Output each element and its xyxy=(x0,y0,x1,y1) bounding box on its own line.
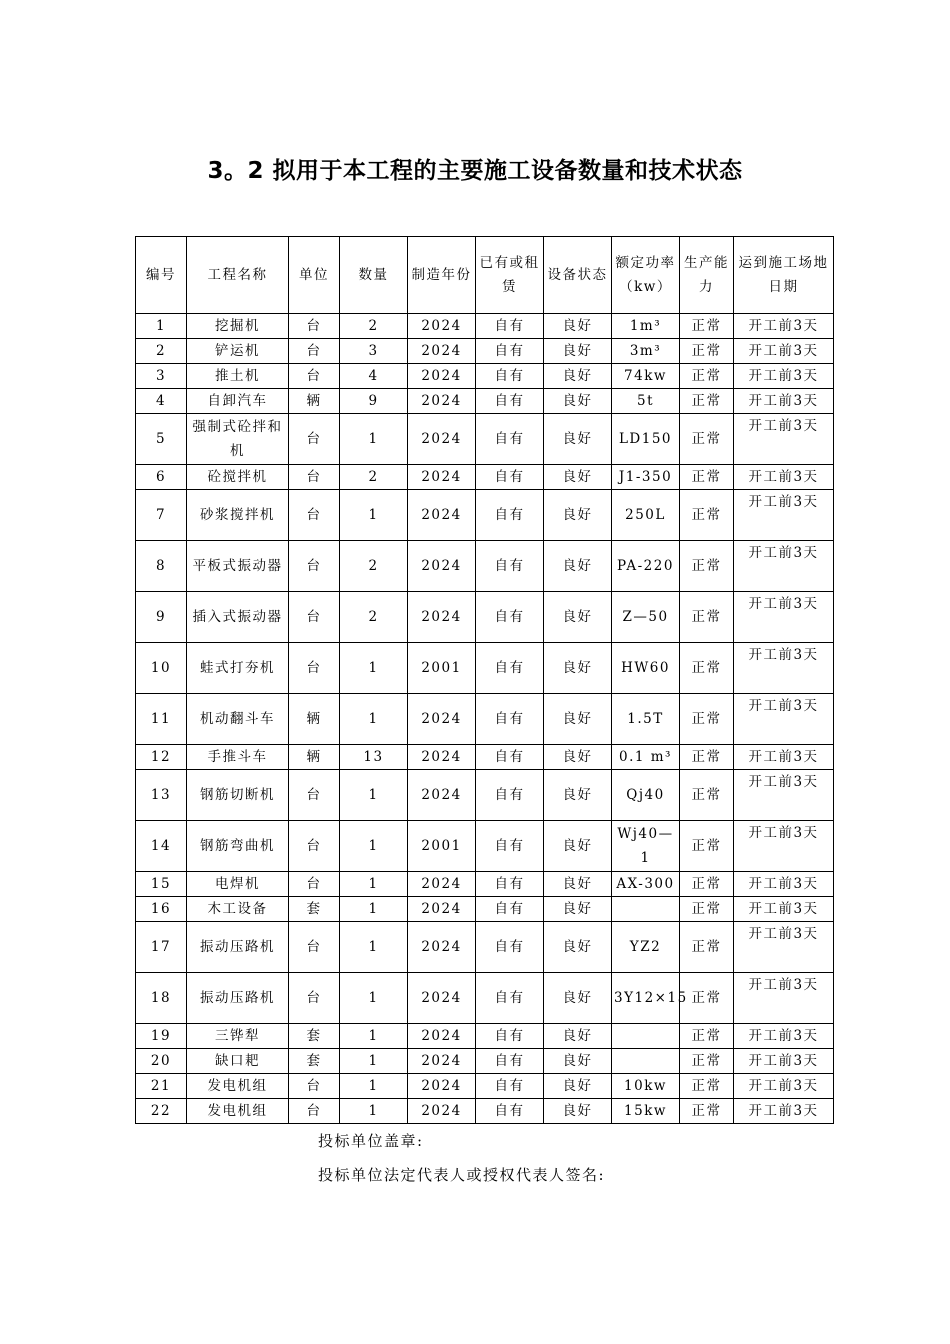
cell-power: 250L xyxy=(612,490,680,541)
header-row xyxy=(136,237,834,314)
cell-year: 2001 xyxy=(408,643,476,694)
cell-power: PA-220 xyxy=(612,541,680,592)
table-row xyxy=(136,592,834,643)
cell-owned: 自有 xyxy=(476,314,544,339)
cell-power: Wj40—1 xyxy=(612,821,680,872)
cell-no: 3 xyxy=(136,364,187,389)
cell-qty: 1 xyxy=(340,872,408,897)
cell-arrive: 开工前3天 xyxy=(734,364,834,389)
cell-no: 22 xyxy=(136,1099,187,1124)
cell-power: HW60 xyxy=(612,643,680,694)
header-power: 额定功率（kw） xyxy=(612,237,680,314)
cell-status: 良好 xyxy=(544,872,612,897)
page-title: 3。2 拟用于本工程的主要施工设备数量和技术状态 xyxy=(207,158,743,184)
cell-power: Z—50 xyxy=(612,592,680,643)
cell-year: 2024 xyxy=(408,1074,476,1099)
table-row xyxy=(136,922,834,973)
table-row xyxy=(136,339,834,364)
cell-qty: 1 xyxy=(340,490,408,541)
cell-owned: 自有 xyxy=(476,922,544,973)
cell-owned: 自有 xyxy=(476,364,544,389)
cell-qty: 3 xyxy=(340,339,408,364)
table-row xyxy=(136,973,834,1024)
table-row xyxy=(136,897,834,922)
cell-capacity: 正常 xyxy=(680,897,734,922)
cell-year: 2024 xyxy=(408,1049,476,1074)
cell-year: 2024 xyxy=(408,745,476,770)
cell-status: 良好 xyxy=(544,541,612,592)
cell-name: 强制式砼拌和机 xyxy=(187,414,289,465)
cell-power: 15kw xyxy=(612,1099,680,1124)
header-qty: 数量 xyxy=(340,237,408,314)
cell-year: 2024 xyxy=(408,465,476,490)
cell-capacity: 正常 xyxy=(680,821,734,872)
cell-name: 发电机组 xyxy=(187,1099,289,1124)
equipment-table xyxy=(135,236,834,1124)
cell-qty: 13 xyxy=(340,745,408,770)
cell-year: 2024 xyxy=(408,339,476,364)
cell-unit: 台 xyxy=(289,414,340,465)
cell-capacity: 正常 xyxy=(680,694,734,745)
table-row xyxy=(136,1074,834,1099)
cell-capacity: 正常 xyxy=(680,541,734,592)
cell-arrive: 开工前3天 xyxy=(734,1024,834,1049)
cell-status: 良好 xyxy=(544,694,612,745)
cell-no: 9 xyxy=(136,592,187,643)
header-capacity: 生产能力 xyxy=(680,237,734,314)
cell-arrive: 开工前3天 xyxy=(734,1099,834,1124)
cell-year: 2024 xyxy=(408,592,476,643)
cell-owned: 自有 xyxy=(476,541,544,592)
cell-name: 手推斗车 xyxy=(187,745,289,770)
signature-label: 投标单位法定代表人或授权代表人签名: xyxy=(318,1166,606,1184)
table-row xyxy=(136,364,834,389)
cell-status: 良好 xyxy=(544,465,612,490)
cell-power: YZ2 xyxy=(612,922,680,973)
cell-unit: 台 xyxy=(289,592,340,643)
cell-qty: 1 xyxy=(340,922,408,973)
cell-capacity: 正常 xyxy=(680,1024,734,1049)
cell-owned: 自有 xyxy=(476,339,544,364)
table-row xyxy=(136,1099,834,1124)
cell-arrive: 开工前3天 xyxy=(734,541,834,592)
table-row xyxy=(136,745,834,770)
cell-status: 良好 xyxy=(544,414,612,465)
cell-name: 振动压路机 xyxy=(187,973,289,1024)
cell-capacity: 正常 xyxy=(680,922,734,973)
cell-year: 2024 xyxy=(408,364,476,389)
cell-status: 良好 xyxy=(544,339,612,364)
cell-arrive: 开工前3天 xyxy=(734,694,834,745)
cell-owned: 自有 xyxy=(476,1024,544,1049)
table-row xyxy=(136,490,834,541)
cell-unit: 套 xyxy=(289,1049,340,1074)
cell-qty: 1 xyxy=(340,897,408,922)
cell-power: LD150 xyxy=(612,414,680,465)
cell-arrive: 开工前3天 xyxy=(734,1049,834,1074)
table-row xyxy=(136,389,834,414)
cell-year: 2024 xyxy=(408,541,476,592)
cell-status: 良好 xyxy=(544,364,612,389)
cell-name: 平板式振动器 xyxy=(187,541,289,592)
cell-capacity: 正常 xyxy=(680,465,734,490)
cell-capacity: 正常 xyxy=(680,1074,734,1099)
cell-qty: 2 xyxy=(340,592,408,643)
cell-name: 钢筋弯曲机 xyxy=(187,821,289,872)
table-body xyxy=(136,314,834,1124)
cell-name: 蛙式打夯机 xyxy=(187,643,289,694)
cell-capacity: 正常 xyxy=(680,592,734,643)
cell-unit: 台 xyxy=(289,339,340,364)
table-row xyxy=(136,694,834,745)
cell-power: 10kw xyxy=(612,1074,680,1099)
table-row xyxy=(136,465,834,490)
cell-qty: 1 xyxy=(340,1099,408,1124)
cell-capacity: 正常 xyxy=(680,364,734,389)
cell-unit: 台 xyxy=(289,872,340,897)
cell-unit: 台 xyxy=(289,465,340,490)
cell-status: 良好 xyxy=(544,922,612,973)
cell-no: 14 xyxy=(136,821,187,872)
cell-unit: 台 xyxy=(289,1074,340,1099)
cell-no: 8 xyxy=(136,541,187,592)
header-status: 设备状态 xyxy=(544,237,612,314)
cell-qty: 2 xyxy=(340,314,408,339)
cell-unit: 台 xyxy=(289,490,340,541)
cell-year: 2024 xyxy=(408,973,476,1024)
cell-status: 良好 xyxy=(544,1099,612,1124)
cell-status: 良好 xyxy=(544,1049,612,1074)
cell-qty: 9 xyxy=(340,389,408,414)
cell-owned: 自有 xyxy=(476,1074,544,1099)
cell-no: 2 xyxy=(136,339,187,364)
cell-unit: 台 xyxy=(289,770,340,821)
cell-capacity: 正常 xyxy=(680,490,734,541)
cell-year: 2024 xyxy=(408,1024,476,1049)
cell-qty: 2 xyxy=(340,465,408,490)
cell-name: 钢筋切断机 xyxy=(187,770,289,821)
cell-unit: 台 xyxy=(289,541,340,592)
cell-owned: 自有 xyxy=(476,643,544,694)
table-row xyxy=(136,872,834,897)
cell-power xyxy=(612,897,680,922)
cell-no: 19 xyxy=(136,1024,187,1049)
cell-capacity: 正常 xyxy=(680,389,734,414)
cell-power: Qj40 xyxy=(612,770,680,821)
cell-year: 2024 xyxy=(408,922,476,973)
cell-no: 16 xyxy=(136,897,187,922)
cell-qty: 1 xyxy=(340,973,408,1024)
cell-power: 3Y12×15 xyxy=(612,973,680,1024)
cell-unit: 台 xyxy=(289,643,340,694)
cell-capacity: 正常 xyxy=(680,745,734,770)
cell-no: 10 xyxy=(136,643,187,694)
cell-status: 良好 xyxy=(544,973,612,1024)
seal-label: 投标单位盖章: xyxy=(318,1132,424,1150)
cell-power xyxy=(612,1024,680,1049)
cell-arrive: 开工前3天 xyxy=(734,643,834,694)
header-no: 编号 xyxy=(136,237,187,314)
cell-qty: 1 xyxy=(340,643,408,694)
cell-unit: 套 xyxy=(289,1024,340,1049)
cell-capacity: 正常 xyxy=(680,414,734,465)
cell-year: 2024 xyxy=(408,414,476,465)
cell-no: 20 xyxy=(136,1049,187,1074)
cell-power: 1m³ xyxy=(612,314,680,339)
cell-owned: 自有 xyxy=(476,745,544,770)
cell-no: 5 xyxy=(136,414,187,465)
cell-power: 5t xyxy=(612,389,680,414)
cell-status: 良好 xyxy=(544,821,612,872)
table-row xyxy=(136,1049,834,1074)
cell-status: 良好 xyxy=(544,592,612,643)
cell-name: 木工设备 xyxy=(187,897,289,922)
cell-owned: 自有 xyxy=(476,389,544,414)
cell-owned: 自有 xyxy=(476,973,544,1024)
cell-capacity: 正常 xyxy=(680,339,734,364)
cell-no: 6 xyxy=(136,465,187,490)
cell-qty: 4 xyxy=(340,364,408,389)
header-unit: 单位 xyxy=(289,237,340,314)
cell-owned: 自有 xyxy=(476,465,544,490)
cell-year: 2024 xyxy=(408,389,476,414)
cell-arrive: 开工前3天 xyxy=(734,770,834,821)
cell-no: 1 xyxy=(136,314,187,339)
table-row xyxy=(136,414,834,465)
cell-owned: 自有 xyxy=(476,694,544,745)
cell-year: 2024 xyxy=(408,897,476,922)
cell-unit: 台 xyxy=(289,364,340,389)
table-row xyxy=(136,314,834,339)
cell-year: 2024 xyxy=(408,314,476,339)
table-row xyxy=(136,643,834,694)
cell-owned: 自有 xyxy=(476,821,544,872)
cell-arrive: 开工前3天 xyxy=(734,339,834,364)
table-row xyxy=(136,770,834,821)
cell-unit: 台 xyxy=(289,922,340,973)
cell-name: 砂浆搅拌机 xyxy=(187,490,289,541)
cell-capacity: 正常 xyxy=(680,643,734,694)
cell-power: 3m³ xyxy=(612,339,680,364)
cell-no: 12 xyxy=(136,745,187,770)
cell-power: 74kw xyxy=(612,364,680,389)
cell-arrive: 开工前3天 xyxy=(734,314,834,339)
cell-unit: 套 xyxy=(289,897,340,922)
cell-no: 11 xyxy=(136,694,187,745)
cell-arrive: 开工前3天 xyxy=(734,490,834,541)
cell-status: 良好 xyxy=(544,745,612,770)
cell-owned: 自有 xyxy=(476,1049,544,1074)
cell-capacity: 正常 xyxy=(680,770,734,821)
cell-unit: 台 xyxy=(289,1099,340,1124)
cell-owned: 自有 xyxy=(476,897,544,922)
cell-name: 挖掘机 xyxy=(187,314,289,339)
table-row xyxy=(136,541,834,592)
cell-status: 良好 xyxy=(544,643,612,694)
cell-status: 良好 xyxy=(544,1074,612,1099)
cell-arrive: 开工前3天 xyxy=(734,414,834,465)
cell-unit: 辆 xyxy=(289,389,340,414)
cell-arrive: 开工前3天 xyxy=(734,1074,834,1099)
cell-qty: 1 xyxy=(340,694,408,745)
cell-name: 缺口耙 xyxy=(187,1049,289,1074)
cell-arrive: 开工前3天 xyxy=(734,872,834,897)
cell-name: 机动翻斗车 xyxy=(187,694,289,745)
cell-unit: 辆 xyxy=(289,694,340,745)
cell-no: 15 xyxy=(136,872,187,897)
cell-status: 良好 xyxy=(544,490,612,541)
header-year: 制造年份 xyxy=(408,237,476,314)
cell-year: 2024 xyxy=(408,872,476,897)
cell-status: 良好 xyxy=(544,1024,612,1049)
table-row xyxy=(136,1024,834,1049)
cell-capacity: 正常 xyxy=(680,314,734,339)
cell-arrive: 开工前3天 xyxy=(734,973,834,1024)
cell-no: 7 xyxy=(136,490,187,541)
cell-name: 砼搅拌机 xyxy=(187,465,289,490)
cell-owned: 自有 xyxy=(476,490,544,541)
cell-qty: 1 xyxy=(340,1049,408,1074)
cell-name: 发电机组 xyxy=(187,1074,289,1099)
cell-capacity: 正常 xyxy=(680,1049,734,1074)
cell-unit: 辆 xyxy=(289,745,340,770)
cell-name: 电焊机 xyxy=(187,872,289,897)
header-name: 工程名称 xyxy=(187,237,289,314)
header-owned: 已有或租赁 xyxy=(476,237,544,314)
cell-qty: 1 xyxy=(340,821,408,872)
cell-no: 17 xyxy=(136,922,187,973)
cell-qty: 1 xyxy=(340,770,408,821)
cell-owned: 自有 xyxy=(476,1099,544,1124)
cell-name: 振动压路机 xyxy=(187,922,289,973)
cell-arrive: 开工前3天 xyxy=(734,922,834,973)
cell-capacity: 正常 xyxy=(680,973,734,1024)
cell-arrive: 开工前3天 xyxy=(734,745,834,770)
cell-year: 2001 xyxy=(408,821,476,872)
cell-power: 1.5T xyxy=(612,694,680,745)
cell-owned: 自有 xyxy=(476,592,544,643)
cell-no: 13 xyxy=(136,770,187,821)
cell-capacity: 正常 xyxy=(680,872,734,897)
cell-arrive: 开工前3天 xyxy=(734,389,834,414)
cell-unit: 台 xyxy=(289,973,340,1024)
cell-year: 2024 xyxy=(408,1099,476,1124)
cell-owned: 自有 xyxy=(476,872,544,897)
cell-year: 2024 xyxy=(408,770,476,821)
cell-name: 自卸汽车 xyxy=(187,389,289,414)
header-arrive: 运到施工场地日期 xyxy=(734,237,834,314)
cell-no: 18 xyxy=(136,973,187,1024)
cell-name: 插入式振动器 xyxy=(187,592,289,643)
cell-year: 2024 xyxy=(408,694,476,745)
cell-status: 良好 xyxy=(544,389,612,414)
cell-power xyxy=(612,1049,680,1074)
cell-unit: 台 xyxy=(289,314,340,339)
table-row xyxy=(136,821,834,872)
cell-arrive: 开工前3天 xyxy=(734,592,834,643)
cell-name: 三铧犁 xyxy=(187,1024,289,1049)
cell-status: 良好 xyxy=(544,770,612,821)
cell-arrive: 开工前3天 xyxy=(734,897,834,922)
cell-unit: 台 xyxy=(289,821,340,872)
cell-no: 4 xyxy=(136,389,187,414)
cell-power: AX-300 xyxy=(612,872,680,897)
cell-owned: 自有 xyxy=(476,770,544,821)
cell-status: 良好 xyxy=(544,314,612,339)
cell-qty: 1 xyxy=(340,1074,408,1099)
cell-status: 良好 xyxy=(544,897,612,922)
cell-no: 21 xyxy=(136,1074,187,1099)
cell-year: 2024 xyxy=(408,490,476,541)
cell-arrive: 开工前3天 xyxy=(734,821,834,872)
cell-name: 铲运机 xyxy=(187,339,289,364)
cell-qty: 1 xyxy=(340,414,408,465)
cell-qty: 1 xyxy=(340,1024,408,1049)
cell-power: J1-350 xyxy=(612,465,680,490)
cell-capacity: 正常 xyxy=(680,1099,734,1124)
cell-qty: 2 xyxy=(340,541,408,592)
cell-power: 0.1 m³ xyxy=(612,745,680,770)
cell-arrive: 开工前3天 xyxy=(734,465,834,490)
cell-name: 推土机 xyxy=(187,364,289,389)
cell-owned: 自有 xyxy=(476,414,544,465)
